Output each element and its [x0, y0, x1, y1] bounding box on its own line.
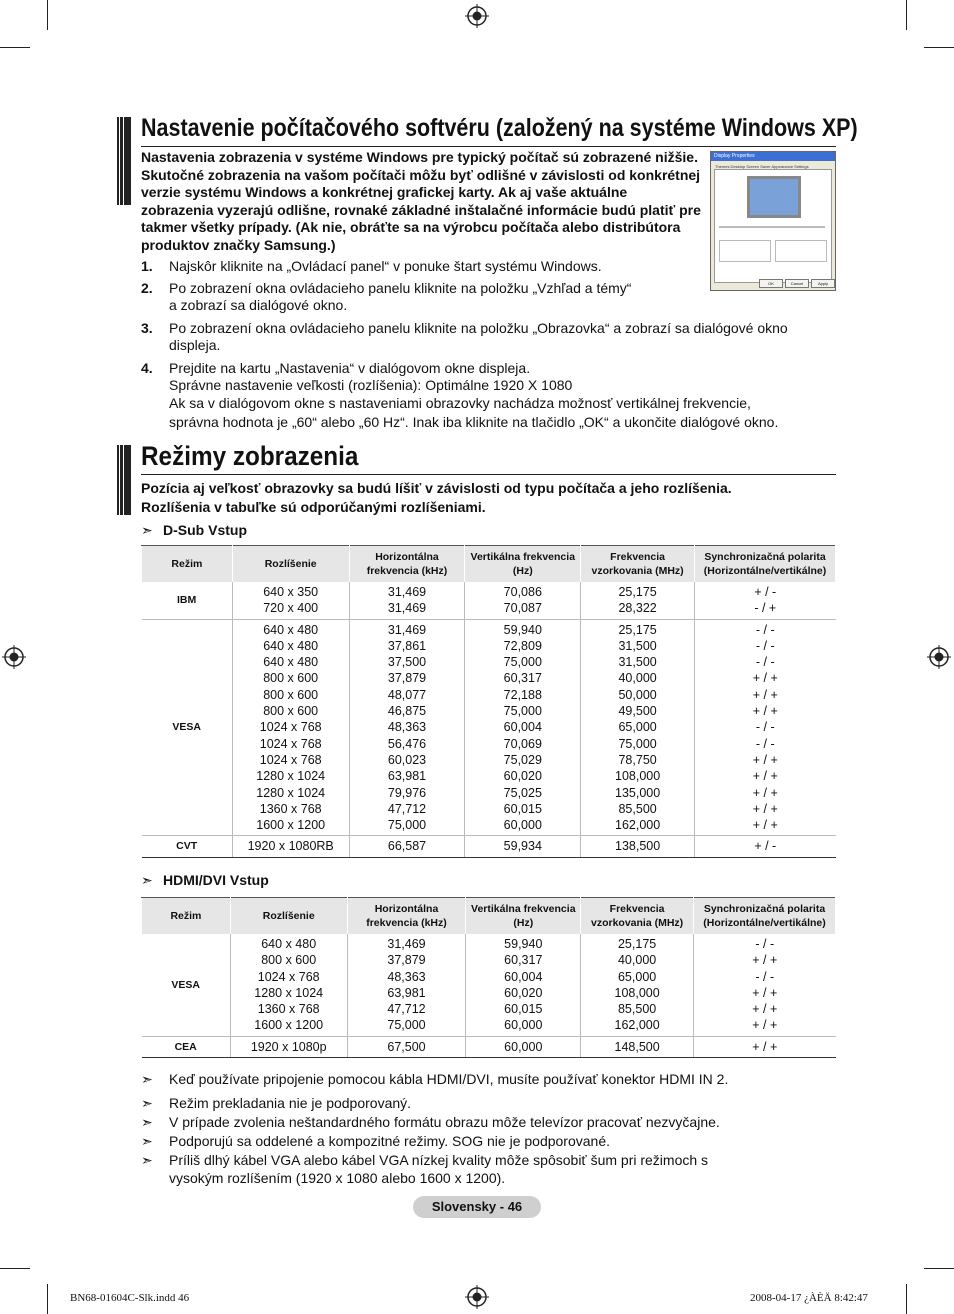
- cell-line: 60,020: [504, 985, 543, 1000]
- cell-line: 56,476: [387, 736, 427, 751]
- cell-line: 65,000: [618, 720, 657, 735]
- registration-mark-icon: [465, 1285, 489, 1309]
- registration-mark-icon: [927, 645, 951, 669]
- table-header-row: [142, 898, 836, 935]
- cell-line: 75,029: [503, 752, 542, 767]
- column-header: Synchronizačná polarita (Horizontálne/vertikálne): [694, 898, 836, 935]
- mode-cell: IBM: [142, 582, 233, 619]
- cell-line: 640 x 480: [261, 937, 317, 951]
- cell-line: 60,015: [504, 1002, 543, 1017]
- value-cell: [695, 836, 836, 857]
- registration-mark-icon: [2, 645, 26, 669]
- value-cell: [466, 1036, 581, 1057]
- mode-cell: VESA: [142, 934, 231, 1036]
- monitor-icon: [747, 176, 801, 218]
- cell-line: 59,940: [504, 937, 543, 951]
- cell-line: 37,879: [387, 671, 427, 686]
- cell-line: 40,000: [618, 671, 657, 686]
- cell-line: 1600 x 1200: [254, 1018, 324, 1033]
- dialog-ok-button: OK: [759, 279, 783, 288]
- cell-line: 25,175: [618, 585, 657, 599]
- cell-line: - / -: [755, 655, 775, 670]
- cell-line: 28,322: [618, 601, 657, 616]
- crop-mark: [924, 1268, 954, 1269]
- table-row: [142, 619, 836, 836]
- cell-line: 63,981: [387, 985, 426, 1000]
- note-text: Podporujú sa oddelené a kompozitné režimy. SOG nie je podporované.: [169, 1133, 611, 1149]
- value-cell: [466, 934, 581, 1036]
- cell-line: 65,000: [617, 969, 657, 984]
- cell-line: + / +: [752, 687, 778, 702]
- value-cell: [347, 1036, 466, 1057]
- hdmi-mode-table: [141, 897, 836, 1058]
- note-item: [141, 1151, 708, 1187]
- cell-line: 1920 x 1080p: [250, 1039, 327, 1054]
- cell-line: 1280 x 1024: [254, 985, 324, 1000]
- cell-line: 31,500: [618, 655, 657, 670]
- file-slug: BN68-01604C-Slk.indd 46: [70, 1292, 190, 1304]
- dialog-cancel-button: Cancel: [785, 279, 809, 288]
- cell-line: 1024 x 768: [259, 752, 322, 767]
- cell-line: + / +: [752, 785, 778, 800]
- value-cell: [694, 934, 836, 1036]
- value-cell: [581, 1036, 694, 1057]
- note-text: Režim prekladania nie je podporovaný.: [169, 1095, 412, 1111]
- table-row: [142, 1036, 836, 1057]
- crop-mark: [924, 47, 954, 48]
- cell-line: 75,000: [387, 818, 427, 833]
- cell-line: + / +: [752, 818, 778, 833]
- arrow-icon: ➣: [141, 522, 153, 538]
- cell-line: 72,188: [503, 687, 542, 702]
- cell-line: 1024 x 768: [259, 720, 322, 735]
- registration-mark-icon: [465, 4, 489, 28]
- cell-line: 60,317: [504, 953, 543, 968]
- cell-line: 63,981: [387, 769, 427, 784]
- column-header: Frekvencia vzorkovania (MHz): [581, 898, 694, 935]
- cell-line: 48,363: [387, 720, 427, 735]
- cell-line: 59,934: [503, 839, 542, 854]
- cell-line: 37,861: [387, 638, 427, 653]
- cell-line: + / +: [752, 953, 778, 968]
- value-cell: [232, 619, 349, 836]
- cell-line: 60,000: [504, 1039, 543, 1054]
- title-rule: [141, 474, 836, 475]
- cell-line: - / -: [755, 969, 775, 984]
- column-header: Rozlíšenie: [232, 546, 349, 583]
- cell-line: 75,000: [618, 736, 657, 751]
- value-cell: [232, 582, 349, 619]
- cell-line: - / -: [755, 736, 775, 751]
- cell-line: - / -: [755, 622, 775, 637]
- dialog-panel: [714, 169, 832, 283]
- date-slug: 2008-04-17 ¿ÀÈÄ 8:42:47: [750, 1292, 868, 1304]
- value-cell: [695, 582, 836, 619]
- table-header-row: [142, 546, 836, 583]
- cell-line: 37,879: [387, 953, 426, 968]
- cell-line: 60,004: [503, 720, 542, 735]
- dsub-label: ➣ D-Sub Vstup: [141, 522, 247, 538]
- note-text: Keď používate pripojenie pomocou kábla HDMI/DVI, musíte používať konektor HDMI IN 2.: [169, 1071, 729, 1087]
- title-rule: [141, 146, 836, 147]
- cell-line: 1024 x 768: [259, 736, 322, 751]
- cell-line: 60,015: [503, 801, 542, 816]
- hdmi-label: ➣ HDMI/DVI Vstup: [141, 872, 269, 888]
- value-cell: [581, 934, 694, 1036]
- column-header: Frekvencia vzorkovania (MHz): [581, 546, 695, 583]
- value-cell: [465, 619, 581, 836]
- cell-line: + / -: [754, 839, 777, 854]
- arrow-icon: ➣: [141, 872, 153, 888]
- note-text: V prípade zvolenia neštandardného formátu obrazu môže televízor pracovať nezvyčajne.: [169, 1114, 720, 1130]
- cell-line: 800 x 600: [263, 671, 319, 686]
- section-intro: Pozícia aj veľkosť obrazovky sa budú líšiť v závislosti od typu počítača a jeho rozlíšenia. Rozlíšenia v tabuľke sú odporúčanými rozlíšeniami.: [141, 480, 732, 515]
- cell-line: - / -: [755, 720, 775, 735]
- mode-cell: CEA: [142, 1036, 231, 1057]
- cell-line: 800 x 600: [263, 704, 319, 719]
- value-cell: [349, 836, 465, 857]
- column-header: Vertikálna frekvencia (Hz): [465, 546, 581, 583]
- value-cell: [581, 836, 695, 857]
- column-header: Rozlíšenie: [230, 898, 347, 935]
- cell-line: - / -: [755, 937, 775, 951]
- value-cell: [581, 582, 695, 619]
- crop-mark: [0, 1268, 30, 1269]
- cell-line: 37,500: [387, 655, 427, 670]
- cell-line: 66,587: [387, 839, 427, 854]
- cell-line: 1360 x 768: [259, 801, 322, 816]
- dialog-title: Display Properties: [714, 153, 755, 159]
- arrow-icon: ➣: [141, 1152, 153, 1168]
- cell-line: 1600 x 1200: [256, 818, 326, 833]
- cell-line: 108,000: [614, 985, 660, 1000]
- cell-line: + / +: [752, 1039, 778, 1054]
- cell-line: 138,500: [615, 839, 661, 854]
- crop-mark: [0, 47, 30, 48]
- cell-line: 40,000: [617, 953, 657, 968]
- value-cell: [581, 619, 695, 836]
- dialog-tabs: Themes Desktop Screen Saver Appearance Settings: [715, 164, 809, 169]
- section-title: Nastavenie počítačového softvéru (založený na systéme Windows XP): [141, 114, 858, 142]
- note-text: Príliš dlhý kábel VGA alebo kábel VGA nízkej kvality môže spôsobiť šum pri režimoch s: [169, 1152, 709, 1168]
- cell-line: 75,000: [503, 655, 542, 670]
- column-header: Režim: [142, 546, 233, 583]
- cell-line: 1280 x 1024: [256, 785, 326, 800]
- cell-line: - / -: [755, 638, 775, 653]
- note-item: [141, 1113, 720, 1131]
- column-header: Synchronizačná polarita (Horizontálne/vertikálne): [695, 546, 836, 583]
- cell-line: 48,077: [387, 687, 427, 702]
- cell-line: - / +: [754, 601, 777, 616]
- cell-line: 640 x 480: [263, 638, 319, 653]
- cell-line: 67,500: [387, 1039, 426, 1054]
- cell-line: 60,023: [387, 752, 427, 767]
- page-number-badge: Slovensky - 46: [413, 1196, 541, 1218]
- cell-line: 70,086: [503, 585, 542, 599]
- arrow-icon: ➣: [141, 1095, 153, 1111]
- column-header: Režim: [142, 898, 231, 935]
- cell-line: 70,087: [503, 601, 542, 616]
- column-header: Horizontálna frekvencia (kHz): [349, 546, 465, 583]
- cell-line: 50,000: [618, 687, 657, 702]
- cell-line: + / +: [752, 704, 778, 719]
- cell-line: 78,750: [618, 752, 657, 767]
- cell-line: 640 x 350: [263, 585, 319, 599]
- arrow-icon: ➣: [141, 1114, 153, 1130]
- cell-line: 48,363: [387, 969, 426, 984]
- cell-line: + / +: [752, 801, 778, 816]
- cell-line: 31,469: [387, 601, 427, 616]
- cell-line: 162,000: [615, 818, 661, 833]
- cell-line: + / +: [752, 769, 778, 784]
- value-cell: [347, 934, 466, 1036]
- cell-line: 47,712: [387, 1002, 426, 1017]
- cell-line: 1360 x 768: [257, 1002, 320, 1017]
- cell-line: 31,469: [387, 622, 427, 637]
- arrow-icon: ➣: [141, 1133, 153, 1149]
- cell-line: + / -: [754, 585, 777, 599]
- cell-line: 1280 x 1024: [256, 769, 326, 784]
- arrow-icon: ➣: [141, 1071, 153, 1087]
- cell-line: 60,000: [504, 1018, 543, 1033]
- cell-line: 46,875: [387, 704, 427, 719]
- cell-line: 75,000: [387, 1018, 426, 1033]
- section-bar: [117, 117, 131, 205]
- cell-line: 60,020: [503, 769, 542, 784]
- cell-line: 1024 x 768: [257, 969, 320, 984]
- cell-line: 85,500: [618, 801, 657, 816]
- dsub-mode-table: [141, 545, 836, 858]
- value-cell: [465, 582, 581, 619]
- cell-line: 70,069: [503, 736, 542, 751]
- cell-line: 47,712: [387, 801, 427, 816]
- value-cell: [465, 836, 581, 857]
- value-cell: [695, 619, 836, 836]
- mode-cell: VESA: [142, 619, 233, 836]
- cell-line: 800 x 600: [263, 687, 319, 702]
- cell-line: 60,000: [503, 818, 542, 833]
- cell-line: 148,500: [614, 1039, 660, 1054]
- value-cell: [230, 1036, 347, 1057]
- note-item: [141, 1094, 411, 1112]
- table-row: [142, 582, 836, 619]
- cell-line: 720 x 400: [263, 601, 319, 616]
- cell-line: 49,500: [618, 704, 657, 719]
- cell-line: 59,940: [503, 622, 542, 637]
- dialog-apply-button: Apply: [811, 279, 835, 288]
- note-item: [141, 1070, 728, 1088]
- cell-line: 25,175: [617, 937, 657, 951]
- note-text: vysokým rozlíšením (1920 x 1080 alebo 1600 x 1200).: [169, 1170, 506, 1186]
- value-cell: [232, 836, 349, 857]
- section-intro: Nastavenia zobrazenia v systéme Windows pre typický počítač sú zobrazené nižšie. Skutočné zobrazenia na vašom počítači môžu byť odlišné v závislosti od konkrétnej verzie systému Windows a konkrétnej grafickej karty. Ak aj vaše aktuálne zobrazenia vyzerajú odlišne, rovnaké základné inštalačné informácie budú platiť pre takmer všetky prípady. (Ak nie, obráťte sa na výrobcu počítača alebo distribútora produktov značky Samsung.): [141, 149, 701, 253]
- cell-line: 108,000: [615, 769, 661, 784]
- value-cell: [694, 1036, 836, 1057]
- column-header: Vertikálna frekvencia (Hz): [466, 898, 581, 935]
- cell-line: 640 x 480: [263, 622, 319, 637]
- table-row: [142, 934, 836, 1036]
- cell-line: + / +: [752, 1002, 778, 1017]
- column-header: Horizontálna frekvencia (kHz): [347, 898, 466, 935]
- mode-cell: CVT: [142, 836, 233, 857]
- table-row: [142, 836, 836, 857]
- value-cell: [349, 619, 465, 836]
- section-title: Režimy zobrazenia: [141, 441, 359, 471]
- note-item: [141, 1132, 610, 1150]
- value-cell: [230, 934, 347, 1036]
- value-cell: [349, 582, 465, 619]
- cell-line: 162,000: [614, 1018, 660, 1033]
- cell-line: 60,004: [504, 969, 543, 984]
- crop-mark: [906, 1284, 907, 1314]
- cell-line: 60,317: [503, 671, 542, 686]
- cell-line: 135,000: [615, 785, 661, 800]
- cell-line: 1920 x 1080RB: [247, 839, 334, 854]
- cell-line: 800 x 600: [261, 953, 317, 968]
- crop-mark: [47, 1284, 48, 1314]
- cell-line: 79,976: [387, 785, 427, 800]
- cell-line: 25,175: [618, 622, 657, 637]
- display-properties-dialog: [710, 151, 836, 291]
- cell-line: 31,500: [618, 638, 657, 653]
- cell-line: 31,469: [387, 937, 426, 951]
- cell-line: + / +: [752, 985, 778, 1000]
- cell-line: 85,500: [617, 1002, 657, 1017]
- cell-line: + / +: [752, 1018, 778, 1033]
- cell-line: 31,469: [387, 585, 427, 599]
- cell-line: + / +: [752, 671, 778, 686]
- cell-line: 640 x 480: [263, 655, 319, 670]
- section-bar: [117, 445, 131, 515]
- cell-line: 72,809: [503, 638, 542, 653]
- cell-line: + / +: [752, 752, 778, 767]
- crop-mark: [906, 0, 907, 30]
- cell-line: 75,025: [503, 785, 542, 800]
- crop-mark: [47, 0, 48, 30]
- cell-line: 75,000: [503, 704, 542, 719]
